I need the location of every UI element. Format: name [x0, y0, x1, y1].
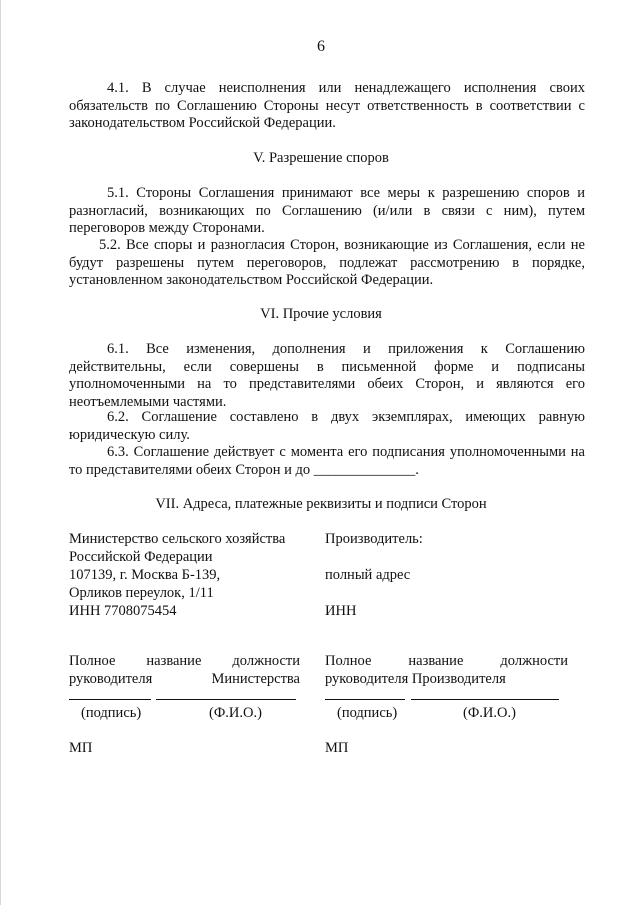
- section-vii-heading: VII. Адреса, платежные реквизиты и подписи Сторон: [155, 496, 487, 512]
- producer-requisites: [325, 530, 575, 620]
- section-v-heading: V. Разрешение споров: [253, 150, 389, 166]
- ministry-head-position: [69, 652, 300, 688]
- ministry-fio-caption: (Ф.И.О.): [209, 705, 262, 721]
- clause-4-1: 4.1. В случае неисполнения или ненадлежащего исполнения своих обязательств по Соглашению Стороны несут ответственность в соответствии с законодательством Российской Федерации.: [69, 80, 585, 131]
- position-word-2: название: [146, 653, 202, 669]
- producer-signature-line: [325, 699, 405, 700]
- producer-inn: ИНН: [325, 603, 357, 619]
- ministry-signature-line: [69, 699, 151, 700]
- ministry-address-line-1: 107139, г. Москва Б-139,: [69, 567, 221, 583]
- ministry-name-line-1: Министерство сельского хозяйства: [69, 531, 286, 547]
- clause-6-2: 6.2. Соглашение составлено в двух экземплярах, имеющих равную юридическую силу.: [69, 409, 585, 443]
- ministry-requisites: [69, 530, 301, 620]
- ministry-fio-line: [156, 699, 296, 700]
- producer-fio-line: [411, 699, 559, 700]
- clause-6-1: 6.1. Все изменения, дополнения и приложения к Соглашению действительны, если совершены в письменной форме и подписаны уполномоченными на то представителями обеих Сторон, и являются его неотъемлемыми частями.: [69, 341, 585, 410]
- section-vi-heading: VI. Прочие условия: [260, 306, 382, 322]
- ministry-inn: ИНН 7708075454: [69, 603, 177, 619]
- position-word-1: Полное: [325, 653, 372, 669]
- clause-5-1: 5.1. Стороны Соглашения принимают все меры к разрешению споров и разногласий, возникающих по Соглашению (и/или в связи с ним), путем переговоров между Сторонами.: [69, 185, 585, 236]
- clause-6-3: 6.3. Соглашение действует с момента его подписания уполномоченными на то представителями обеих Сторон и до ______________.: [69, 444, 585, 478]
- producer-signature-caption: (подпись): [337, 705, 398, 721]
- producer-head-position: [325, 652, 568, 688]
- position-word-5: Министерства: [211, 671, 300, 687]
- position-word-3: должности: [500, 653, 568, 669]
- ministry-address-line-2: Орликов переулок, 1/11: [69, 585, 214, 601]
- producer-label: Производитель:: [325, 531, 423, 547]
- producer-fio-caption: (Ф.И.О.): [463, 705, 516, 721]
- position-word-3: должности: [232, 653, 300, 669]
- producer-address: полный адрес: [325, 567, 411, 583]
- ministry-name-line-2: Российской Федерации: [69, 549, 213, 565]
- page-number: 6: [317, 38, 325, 55]
- ministry-signature-caption: (подпись): [81, 705, 142, 721]
- position-line-2: руководителя Производителя: [325, 671, 506, 687]
- ministry-stamp-place: МП: [69, 740, 93, 756]
- producer-stamp-place: МП: [325, 740, 349, 756]
- clause-5-2: 5.2. Все споры и разногласия Сторон, возникающие из Соглашения, если не будут разрешены путем переговоров, подлежат рассмотрению в порядке, установленном законодательством Российской Федерации.: [69, 237, 585, 288]
- position-word-1: Полное: [69, 653, 116, 669]
- position-word-2: название: [408, 653, 464, 669]
- position-word-4: руководителя: [69, 671, 153, 687]
